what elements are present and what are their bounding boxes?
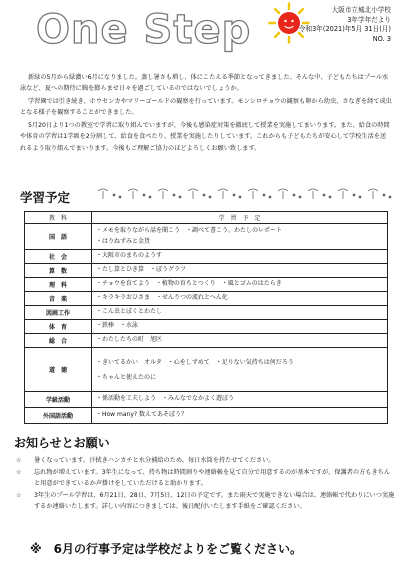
table-row <box>25 408 388 424</box>
intro-paragraph: 5月20日より1つの教室で学習に取り組んでいますが、今後も感染症対策を徹底して授業を実施してまいります。また、給食の時間や体育の学習は1学級を2分割して、給食を食べたり、授業を実施したりしています。これからも子どもたちが安心して学校生活を送れるよう取り組んでまいります。今後もご理解ご協力のほどよろしくお願い致します。 <box>20 121 390 152</box>
plan-line: ・たし算とひき算 ・ぼうグラフ <box>96 266 187 274</box>
plan-cell <box>92 250 388 264</box>
plan-cell <box>92 320 388 334</box>
table-row <box>25 348 388 392</box>
list-item <box>14 455 396 466</box>
table-row <box>25 250 388 264</box>
notice-text: 暑くなっています。汗拭きハンカチと水分補給のため、毎日水筒を持たせてください。 <box>34 457 275 464</box>
plan-line: ・ちゃんと使えたのに <box>96 373 157 381</box>
issue-date: 令和3年(2021)年5月 31日(月) <box>298 25 391 34</box>
plan-line: ・大阪市のまちのようす <box>96 252 163 260</box>
newsletter-name: 3年学年だより <box>347 15 391 24</box>
table-row <box>25 264 388 278</box>
newsletter-title: One Step <box>36 7 252 53</box>
plan-cell <box>92 348 388 392</box>
subject-cell: 算 数 <box>25 264 92 278</box>
schedule-table <box>24 211 388 424</box>
plan-cell <box>92 292 388 306</box>
plan-line: ・How many? 数えてあそぼう？ <box>96 411 187 419</box>
column-header-subject: 教 科 <box>25 212 92 224</box>
subject-cell: 体 育 <box>25 320 92 334</box>
schedule-heading: 学習予定 <box>20 190 71 205</box>
notice-list <box>14 455 396 513</box>
table-row <box>25 320 388 334</box>
list-item <box>14 490 396 512</box>
plan-line: ・きいてるかい オルタ ・心をしずめて ・足りない気持ちは何だろう <box>96 358 294 366</box>
star-icon: ☆ <box>16 492 22 500</box>
notice-text: 3年生のプール学習は、6月21日、28日、7月5日、12日の予定です。また雨天で実施できない場合は、連絡帳で代わりにいつ実施するか連絡いたします。詳しい内容につきましては、後日配付いたします手紙をご確認ください。 <box>34 492 395 511</box>
column-header-plan: 学 習 予 定 <box>92 212 388 224</box>
subject-cell: 外国語活動 <box>25 408 92 424</box>
plan-cell <box>92 306 388 320</box>
plan-line: ・メモを取りながら話を聞こう ・調べて書こう、わたしのレポート <box>96 227 283 235</box>
subject-cell: 総 合 <box>25 334 92 348</box>
plan-line: ・キラキラおひさま ・せんりつの流れとへん化 <box>96 294 228 302</box>
table-row <box>25 292 388 306</box>
notice-heading: お知らせとお願い <box>14 436 110 450</box>
plan-cell <box>92 334 388 348</box>
decoration-border <box>94 187 394 203</box>
table-row <box>25 306 388 320</box>
issue-number: NO. 3 <box>372 34 391 43</box>
subject-cell: 理 科 <box>25 278 92 292</box>
plan-cell <box>92 224 388 250</box>
star-icon: ☆ <box>16 469 22 476</box>
intro-paragraph: 新緑の5月から緑濃い6月になりました。蒸し暑さも増し、体にこたえる季節となってきました。そんな中、子どもたちはプール水泳など、夏への期待に胸を膨らませ日々を過ごしているのではないでしょうか。 <box>20 74 389 93</box>
subject-cell: 音 楽 <box>25 292 92 306</box>
notice-text: 忘れ物が増えています。3年生になって、持ち物は時間割りや連絡帳を見て自分で用意するのが基本ですが、保護者の方もきちんと用意ができているか声掛けをしていただけると助かります。 <box>34 469 391 488</box>
table-row <box>25 392 388 408</box>
table-row <box>25 224 388 250</box>
events-note: ※ 6月の行事予定は学校だよりをご覧ください。 <box>30 542 303 556</box>
subject-cell: 道 徳 <box>25 348 92 392</box>
plan-line: ・係活動を工夫しよう ・みんなでなかよく遊ぼう <box>96 395 235 403</box>
plan-cell <box>92 278 388 292</box>
subject-cell: 学級活動 <box>25 392 92 408</box>
plan-line: ・チョウを育てよう ・植物の育ちとつくり ・風とゴムのはたらき <box>96 280 282 288</box>
table-row <box>25 278 388 292</box>
subject-cell: 社 会 <box>25 250 92 264</box>
intro-text <box>20 72 392 155</box>
plan-line: ・こん虫とぼくとわたし <box>96 308 163 316</box>
plan-line: ・わたしたちの町 旭区 <box>96 336 163 344</box>
table-row <box>25 334 388 348</box>
plan-cell <box>92 392 388 408</box>
header-info <box>299 6 391 44</box>
subject-cell: 国 語 <box>25 224 92 250</box>
plan-cell <box>92 408 388 424</box>
list-item <box>14 467 396 489</box>
star-icon: ☆ <box>16 457 22 464</box>
subject-cell: 図画工作 <box>25 306 92 320</box>
intro-paragraph: 学習園では引き続き、ホウセンカやマリーゴールドの観察を行っています。モンシロチョウの観察も卵から幼虫、さなぎを経て成虫となる様子を観察することができました。 <box>20 97 392 117</box>
plan-line: ・はりねずみと金貨 <box>96 237 151 245</box>
table-header-row <box>25 212 388 224</box>
plan-line: ・鉄棒 ・水泳 <box>96 322 139 330</box>
school-name: 大阪市立城北小学校 <box>331 6 391 14</box>
plan-cell <box>92 264 388 278</box>
